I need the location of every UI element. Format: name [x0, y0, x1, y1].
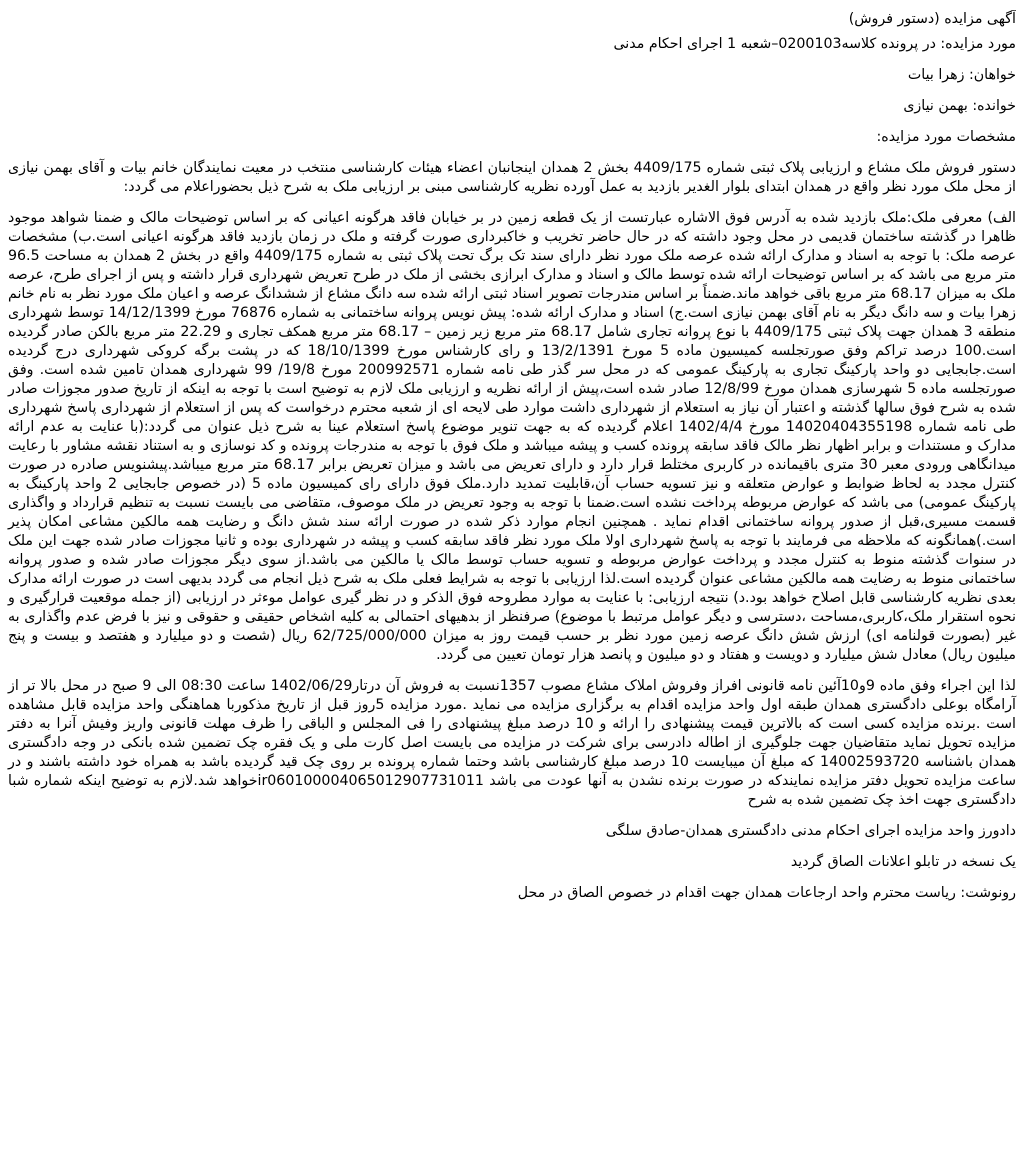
auction-terms-paragraph: لذا این اجراء وفق ماده 9و10آئین نامه قانونی افراز وفروش املاک مشاع مصوب 1357نسبت به فروش آن درتار1402/06/29 ساعت 08:30 الی 9 صبح در محل بالا تر از آرامگاه بوعلی دادگستری همدان طبقه اول واحد مزایده اقدام به برگزاری مزایده می نماید .مورد مزایده 5روز قبل از تاریخ مذکوربا هماهنگی واحد مزایده قابل مشاهده است .برنده مزایده کسی است که بالاترین قیمت پیشنهادی را ارائه و 10 درصد مبلغ پیشنهادی را فی المجلس و الباقی را ظرف مهلت قانونی واریز وفیش آنرا به دفتر مزایده تحویل نماید متقاضیان جهت جلوگیری از اطاله دادرسی برای شرکت در مزایده می بایست اصل کارت ملی و یک فقره چک تضمین شده بانکی در وجه دادگستری همدان باشناسه 14002593720 که مبلغ آن میبایست 10 درصد مبلغ کارشناسی باشد وحتما شماره پرونده بر روی چک قید گردیده باشد به همراه خود داشته باشند و در ساعت مزایده تحویل دفتر مزایده نمایندکه در صورت برنده نشدن به آنها عودت می باشد ir060100004065012907731011خواهد شد.لازم به توضیح اینکه شماره شبا دادگستری جهت اخذ چک تضمین شده به شرح [8, 678, 1016, 808]
defendant-line: خوانده: بهمن نیازی [903, 98, 1016, 114]
appraisal-paragraph: الف) معرفی ملک:ملک بازدید شده به آدرس فوق الاشاره عبارتست از یک قطعه زمین در بر خیابان فاقد هرگونه اعیانی که بر اساس توضیحات مالک و ضمنا شواهد موجود ظاهرا در گذشته ساختمان قدیمی در محل وجود داشته که در حال حاضر تخریب و خاکبرداری صورت گرفته و ملک در زمان بازدید فاقد هرگونه اعیانی است.ب) مشخصات عرصه ملک: با توجه به اسناد و مدارک ارائه شده عرصه ملک مورد نظر دارای سند تک برگ تحت پلاک ثبتی به شماره 4409/175 واقع در بخش 2 همدان به مساحت 96.5 متر مربع می باشد که بر اساس توضیحات ارائه شده توسط مالک و اسناد و مدارک ابرازی بخشی از ملک در طرح تعریض شهرداری قرار داشته و پس از اجرای طرح، عرصه ملک به میزان 68.17 متر مربع باقی خواهد ماند.ضمناً بر اساس مندرجات تصویر اسناد ثبتی ارائه شده سه دانگ مشاع از ششدانگ عرصه و اعیان ملک مورد نظر به نام خانم زهرا بیات و سه دانگ دیگر به نام آقای بهمن نیازی است.ج) اسناد و مدارک ارائه شده: پیش نویس پروانه ساختمانی به شماره 76876 مورخ 14/12/1399 توسط شهرداری منطقه 3 همدان جهت پلاک ثبتی 4409/175 با نوع پروانه تجاری شامل 68.17 متر مربع زیر زمین – 68.17 متر مربع همکف تجاری و 22.29 متر مربع بالکن صادر گردیده است.100 درصد تراکم وفق صورتجلسه کمیسیون ماده 5 مورخ 13/2/1391 و رای کارشناس مورخ 18/10/1399 که در پشت برگه کروکی شهرداری درج گردیده است.جابجایی دو واحد پارکینگ تجاری به پارکینگ عمومی که در محل سر گذر طی نامه شماره 200992571 مورخ 19/8/ 99 شهرداری همدان تامین شده است. وفق صورتجلسه ماده 5 شهرسازی همدان مورخ 12/8/99 صادر شده است،پیش از ارائه نظریه و ارزیابی ملک لازم به توضیح است با توجه به اینکه از تاریخ صدور مجوزات صادر شده به شرح فوق سالها گذشته و اعتبار آن نیاز به استعلام از شهرداری داشت موارد طی لایحه ای از شعبه محترم درخواست که پس از استعلام از شهرداری پاسخ شهرداری طی نامه شماره 14020404355198 مورخ 1402/4/4 اعلام گردیده که به جهت تنویر موضوع پاسخ استعلام عینا به شرح ذیل عنوان می گردد:(با عنایت به عدم ارائه مدارک و مستندات و برابر اظهار نظر مالک فاقد سابقه پرونده کسب و پیشه میباشد و ملک فوق با توجه به مندرجات پرونده و کد نوسازی و به استناد نقشه مشاور با رعایت میدانگاهی ورودی معبر 30 متری باقیمانده در کاربری مختلط قرار دارد و دارای تعریض می باشد و میزان تعریض برابر 68.17 متر مربع میباشد.پیشنویس صادره در صورت کنترل مجدد به لحاظ ضوابط و عوارض متعلقه و نیز تسویه حساب آن،قابلیت تمدید دارد.ملک فوق دارای رای کمیسیون ماده 5 (در خصوص جابجایی 2 واحد پارکینگ به پارکینگ عمومی) می باشد که عوارض مربوطه پرداخت نشده است.ضمنا با توجه به وجود تعریض در ملک موصوف، متقاضی می بایست نسبت به تنظیم قرارداد و واگذاری قسمت مسیری،قبل از صدور پروانه ساختمانی اقدام نماید . همچنین انجام موارد ذکر شده در صورت ارائه سند شش دانگ و رضایت همه مالکین مشاعی امکان پذیر است.)همانگونه که ملاحظه می فرمایند با توجه به پاسخ شهرداری اولا ملک مورد نظر فاقد سابقه کسب و پیشه در شهرداری بوده و ثانیا مجوزات صادر شده جهت این ملک در سنوات گذشته منوط به کنترل مجدد و پرداخت عوارض مربوطه و تسویه حساب توسط مالک یا مالکین می باشد.از سوی دیگر مجوزات صادر شده و صدور پروانه ساختمانی منوط به رضایت همه مالکین مشاعی عنوان گردیده است.لذا ارزیابی با توجه به شرایط فعلی ملک به شرح ذیل انجام می گردد بدیهی است در صورت ارائه مدارک بعدی نظریه کارشناسی قابل اصلاح خواهد بود.د) نتیجه ارزیابی: با عنایت به موارد مطروحه فوق الذکر و در نظر گیری عوامل موءثر در ارزیابی (از جمله موقعیت قرارگیری و نحوه استقرار ملک،کاربری،مساحت ،دسترسی و دیگر عوامل مرتبط با موضوع) صرفنظر از بدهیهای احتمالی به کلیه اشخاص حقیقی و حقوقی و نیز با فرض عدم واگذاری به غیر (بصورت قولنامه ای) ارزش شش دانگ عرصه زمین مورد نظر بر حسب قیمت روز به میزان 62/725/000/000 ریال (شصت و دو میلیارد و هفتصد و بیست و پنج میلیون ریال) معادل شش میلیارد و دویست و هفتاد و دو میلیون و پانصد هزار تومان تعیین می گردد. [8, 210, 1017, 663]
signature-line: دادورز واحد مزایده اجرای احکام مدنی دادگستری همدان-صادق سلگی [605, 823, 1016, 839]
case-line: مورد مزایده: در پرونده کلاسه0200103–شعبه 1 اجرای احکام مدنی [613, 36, 1016, 52]
cc-note: رونوشت: ریاست محترم واحد ارجاعات همدان جهت اقدام در خصوص الصاق در محل [517, 885, 1016, 901]
plaintiff-line: خواهان: زهرا بیات [907, 67, 1016, 83]
copy-note: یک نسخه در تابلو اعلانات الصاق گردید [790, 854, 1016, 870]
notice-title: آگهی مزایده (دستور فروش) [848, 11, 1016, 27]
spec-heading: مشخصات مورد مزایده: [876, 129, 1016, 145]
intro-paragraph: دستور فروش ملک مشاع و ارزیابی پلاک ثبتی شماره 4409/175 بخش 2 همدان اینجانبان اعضاء هیئات کارشناسی منتخب در معیت نمایندگان خانم بیات و آقای بهمن نیازی از محل ملک مورد نظر واقع در همدان ابتدای بلوار الغدیر بازدید به عمل آورده نظریه کارشناسی مبنی بر ارزیابی ملک به شرح ذیل بحضوراعلام می گردد: [8, 160, 1016, 195]
